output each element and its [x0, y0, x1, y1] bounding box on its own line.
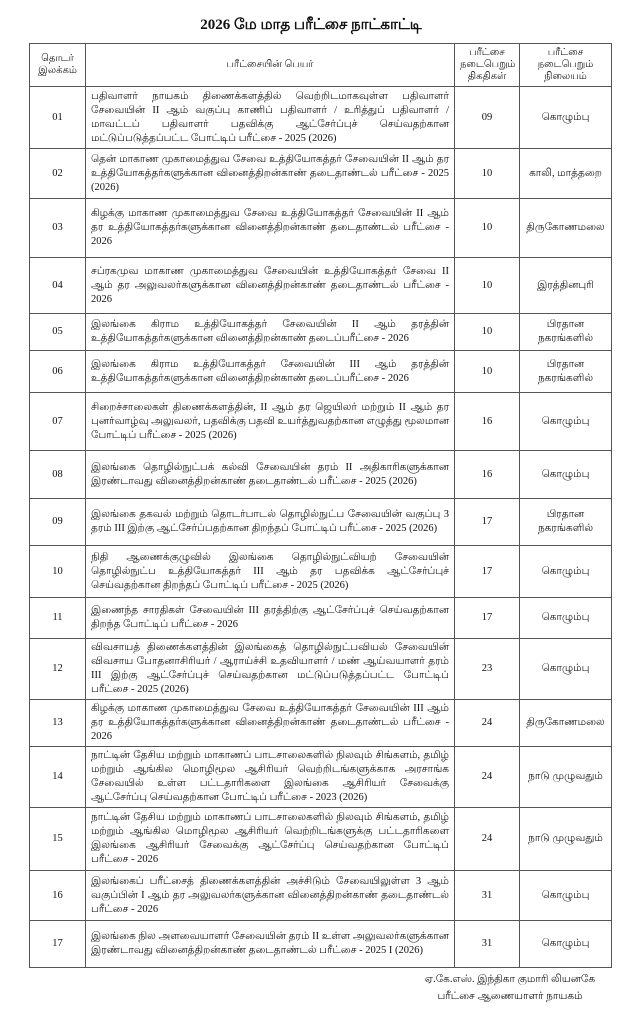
serial-number: 14 — [30, 747, 86, 808]
table-row — [30, 639, 612, 700]
exam-name: இணைந்த சாரதிகள் சேவையின் III தரத்திற்கு ஆட்சேர்ப்புச் செய்வதற்கான திறந்த போட்டிப் பரீட்சை - 2026 — [86, 598, 455, 639]
exam-name: தென் மாகாண முகாமைத்துவ சேவை உத்தியோகத்தர் சேவையின் II ஆம் தர உத்தியோகத்தர்களுக்கான வினைத்திறன்காண் தடைதாண்டல் பரீட்சை - 2025 (2026) — [86, 149, 455, 199]
exam-name: இலங்கை தொழில்நுட்பக் கல்வி சேவையின் தரம் II அதிகாரிகளுக்கான இரண்டாவது வினைத்திறன்காண் தடைதாண்டல் பரீட்சை - 2025 (2026) — [86, 451, 455, 499]
exam-venue: கொழும்பு — [520, 546, 612, 598]
page-title: 2026 மே மாத பரீட்சை நாட்காட்டி — [200, 17, 422, 33]
exam-venue: பிரதான நகரங்களில் — [520, 314, 612, 351]
serial-number: 10 — [30, 546, 86, 598]
exam-date: 31 — [455, 871, 520, 921]
exam-name: நாட்டின் தேசிய மற்றும் மாகாணப் பாடசாலைகளில் நிலவும் சிங்களம், தமிழ் மற்றும் ஆங்கில மொழிமூல ஆசிரியர் வெற்றிடங்களுக்காக அரசாங்க சேவையில் உள்ள பட்டதாரிகளை இலங்கை ஆசிரியர் சேவைக்கு ஆட்சேர்ப்பு செய்வதற்கான போட்டிப் பரீட்சை - 2023 (2026) — [86, 747, 455, 808]
exam-venue: கொழும்பு — [520, 87, 612, 149]
exam-calendar-table — [29, 43, 612, 968]
table-row — [30, 199, 612, 258]
table-row — [30, 351, 612, 393]
serial-number: 02 — [30, 149, 86, 199]
serial-number: 05 — [30, 314, 86, 351]
exam-name: கிழக்கு மாகாண முகாமைத்துவ சேவை உத்தியோகத்தர் சேவையின் III ஆம் தர உத்தியோகத்தர்களுக்கான வினைத்திறன்காண் தடைதாண்டல் பரீட்சை - 2026 — [86, 700, 455, 747]
exam-date: 09 — [455, 87, 520, 149]
exam-date: 24 — [455, 747, 520, 808]
exam-venue: பிரதான நகரங்களில் — [520, 351, 612, 393]
table-row — [30, 546, 612, 598]
exam-date: 24 — [455, 700, 520, 747]
exam-name: சப்ரகமுவ மாகாண முகாமைத்துவ சேவையின் உத்தியோகத்தர் சேவை II ஆம் தர அலுவலர்களுக்கான வினைத்திறன்காண் தடைதாண்டல் பரீட்சை - 2026 — [86, 258, 455, 314]
header-exam-dates: பரீட்சை நடைபெறும் திகதிகள் — [455, 44, 520, 87]
exam-date: 23 — [455, 639, 520, 700]
exam-venue: கொழும்பு — [520, 921, 612, 968]
header-exam-name: பரீட்சையின் பெயர் — [86, 44, 455, 87]
exam-name: நிதி ஆணைக்குழுவில் இலங்கை தொழில்நுட்வியற் சேவையின் தொழில்நுட்ப உத்தியோகத்தர் III ஆம் தர பதவிக்க ஆட்சேர்ப்புச் செய்வதற்கான திறந்தப் போட்டிப் பரீட்சை - 2025 (2026) — [86, 546, 455, 598]
serial-number: 12 — [30, 639, 86, 700]
exam-name: இலங்கை தகவல் மற்றும் தொடர்பாடல் தொழில்நுட்ப சேவையின் வகுப்பு 3 தரம் III இற்கு ஆட்சேர்ப்பதற்கான திறந்தப் போட்டிப் பரீட்சை - 2025 (2026) — [86, 499, 455, 546]
serial-number: 04 — [30, 258, 86, 314]
exam-name: சிறைச்சாலைகள் திணைக்களத்தின், II ஆம் தர ஜெயிலர் மற்றும் II ஆம் தர புனர்வாழ்வு அலுவலர், பதவிக்கு பதவி உயர்த்துவதற்கான எழுத்து மூலமான போட்டிப் பரீட்சை - 2025 (2026) — [86, 393, 455, 451]
table-row — [30, 87, 612, 149]
exam-venue: பிரதான நகரங்களில் — [520, 499, 612, 546]
exam-date: 17 — [455, 598, 520, 639]
serial-number: 01 — [30, 87, 86, 149]
exam-date: 10 — [455, 149, 520, 199]
exam-date: 10 — [455, 351, 520, 393]
table-row — [30, 808, 612, 871]
signatory-title: பரீட்சை ஆணையாளர் நாயகம் — [437, 991, 583, 1002]
exam-name: இலங்கை நில அளவையாளர் சேவையின் தரம் II உள்ள அலுவலர்களுக்கான இரண்டாவது வினைத்திறன்காண் தடைதாண்டல் பரீட்சை - 2025 I (2026) — [86, 921, 455, 968]
exam-venue: இரத்தினபுரி — [520, 258, 612, 314]
serial-number: 15 — [30, 808, 86, 871]
serial-number: 11 — [30, 598, 86, 639]
exam-venue: கொழும்பு — [520, 393, 612, 451]
serial-number: 09 — [30, 499, 86, 546]
exam-name: இலங்கை கிராம உத்தியோகத்தர் சேவையின் III ஆம் தரத்தின் உத்தியோகத்தர்களுக்கான வினைத்திறன்காண் தடைப்பரீட்சை - 2026 — [86, 351, 455, 393]
exam-venue: நாடு முழுவதும் — [520, 747, 612, 808]
exam-name: இலங்கைப் பரீட்சைத் திணைக்களத்தின் அச்சிடும் சேவையிலுள்ள 3 ஆம் வகுப்பின் I ஆம் தர அலுவலர்களுக்கான வினைத்திறன்காண் தடைதாண்டல் பரீட்சை - 2026 — [86, 871, 455, 921]
exam-date: 24 — [455, 808, 520, 871]
serial-number: 16 — [30, 871, 86, 921]
table-row — [30, 921, 612, 968]
table-row — [30, 700, 612, 747]
exam-venue: நாடு முழுவதும் — [520, 808, 612, 871]
exam-venue: கொழும்பு — [520, 598, 612, 639]
exam-date: 16 — [455, 393, 520, 451]
exam-date: 16 — [455, 451, 520, 499]
serial-number: 06 — [30, 351, 86, 393]
table-row — [30, 499, 612, 546]
table-row — [30, 314, 612, 351]
serial-number: 07 — [30, 393, 86, 451]
exam-name: பதிவாளர் நாயகம் திணைக்களத்தில் வெற்றிடமாகவுள்ள பதிவாளர் சேவையின் II ஆம் வகுப்பு காணிப் பதிவாளர் / உரித்துப் பதிவாளர் / மாவட்டப் பதிவாளர் பதவிக்கு ஆட்சேர்ப்புச் செய்வதற்கான மட்டுப்படுத்தப்பட்ட போட்டிப் பரீட்சை - 2025 (2026) — [86, 87, 455, 149]
exam-date: 17 — [455, 546, 520, 598]
table-row — [30, 871, 612, 921]
serial-number: 08 — [30, 451, 86, 499]
exam-venue: கொழும்பு — [520, 451, 612, 499]
table-row — [30, 258, 612, 314]
exam-venue: திருகோணமலை — [520, 700, 612, 747]
exam-name: இலங்கை கிராம உத்தியோகத்தர் சேவையின் II ஆம் தரத்தின் உத்தியோகத்தர்களுக்கான வினைத்திறன்காண் தடைப்பரீட்சை - 2026 — [86, 314, 455, 351]
serial-number: 13 — [30, 700, 86, 747]
exam-name: கிழக்கு மாகாண முகாமைத்துவ சேவை உத்தியோகத்தர் சேவையின் II ஆம் தர உத்தியோகத்தர்களுக்கான வினைத்திறன்காண் தடைதாண்டல் பரீட்சை - 2026 — [86, 199, 455, 258]
exam-date: 10 — [455, 199, 520, 258]
signatory-name: ஏ.கே.எஸ். இந்திகா குமாரி லியனகே — [424, 974, 596, 985]
exam-venue: காலி, மாத்தறை — [520, 149, 612, 199]
exam-venue: கொழும்பு — [520, 871, 612, 921]
header-exam-venue: பரீட்சை நடைபெறும் நிலையம் — [520, 44, 612, 87]
exam-venue: திருகோணமலை — [520, 199, 612, 258]
header-serial-number: தொடர் இலக்கம் — [30, 44, 86, 87]
exam-name: நாட்டின் தேசிய மற்றும் மாகாணப் பாடசாலைகளில் நிலவும் சிங்களம், தமிழ் மற்றும் ஆங்கில மொழிமூல ஆசிரியர் வெற்றிடங்களுக்கு பட்டதாரிகளை இலங்கை ஆசிரியர் சேவைக்கு ஆட்சேர்ப்பு செய்வதற்கான போட்டிப் பரீட்சை - 2026 — [86, 808, 455, 871]
table-header-row — [30, 44, 612, 87]
exam-venue: கொழும்பு — [520, 639, 612, 700]
table-row — [30, 747, 612, 808]
serial-number: 17 — [30, 921, 86, 968]
table-row — [30, 393, 612, 451]
exam-date: 31 — [455, 921, 520, 968]
exam-date: 10 — [455, 314, 520, 351]
table-row — [30, 598, 612, 639]
exam-name: விவசாயத் திணைக்களத்தின் இலங்கைத் தொழில்நுட்பவியல் சேவையின் விவசாய போதனாசிரியர் / ஆராய்ச்சி உதவியாளர் / மண் ஆய்வயாளர் தரம் III இற்கு ஆட்சேர்ப்புச் செய்வதற்கான மட்டுப்படுத்தப்பட்ட போட்டிப் பரீட்சை - 2025 (2026) — [86, 639, 455, 700]
exam-date: 10 — [455, 258, 520, 314]
serial-number: 03 — [30, 199, 86, 258]
table-row — [30, 149, 612, 199]
exam-date: 17 — [455, 499, 520, 546]
table-row — [30, 451, 612, 499]
